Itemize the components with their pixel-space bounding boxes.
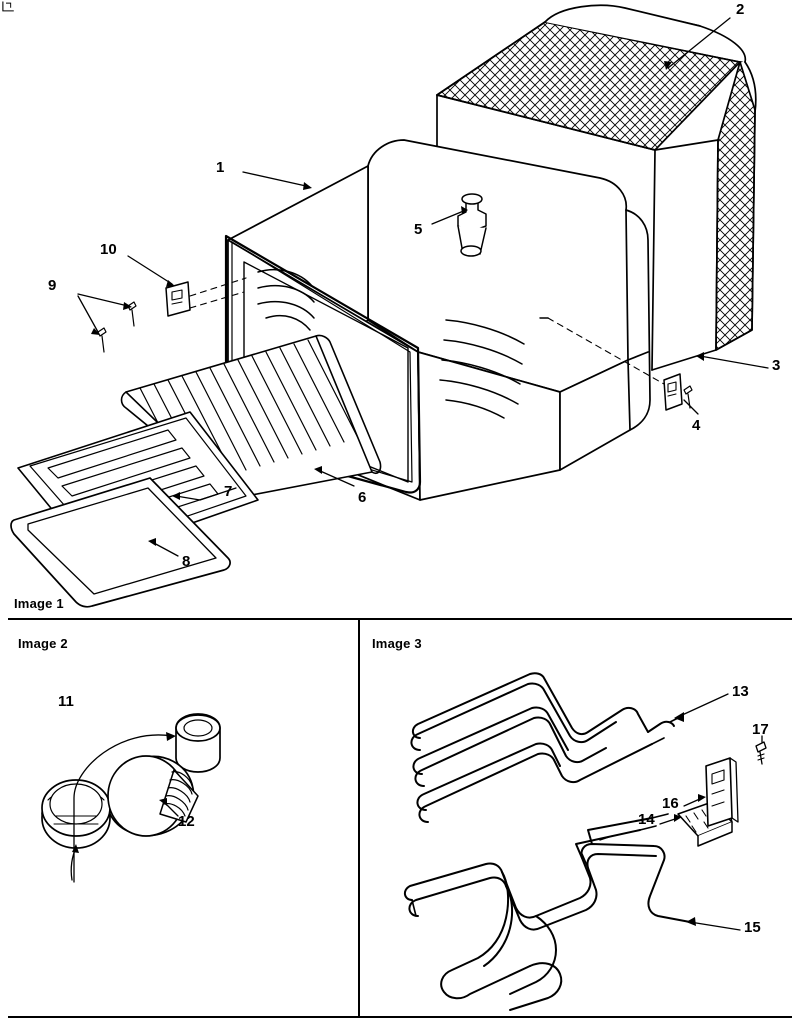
panel-image-3: [360, 618, 800, 1018]
callout-12: 12: [178, 813, 195, 830]
callout-16: 16: [662, 795, 679, 812]
callout-14: 14: [638, 811, 655, 828]
callout-5: 5: [414, 221, 423, 238]
heating-elements-artwork: [360, 618, 800, 1018]
callout-15: 15: [744, 919, 761, 936]
callout-7: 7: [224, 483, 233, 500]
panel-label-image-3: Image 3: [372, 636, 422, 651]
callout-6: 6: [358, 489, 367, 506]
callout-1: 1: [216, 159, 225, 176]
callout-10: 10: [100, 241, 117, 258]
panel-label-image-1: Image 1: [14, 596, 64, 611]
callout-4: 4: [692, 417, 701, 434]
panel-label-image-2: Image 2: [18, 636, 68, 651]
panel-divider-vertical: [358, 620, 360, 1018]
callout-8: 8: [182, 553, 191, 570]
callout-3: 3: [772, 357, 781, 374]
callout-17: 17: [752, 721, 769, 738]
callout-11: 11: [58, 693, 74, 710]
callout-9: 9: [48, 277, 57, 294]
callout-13: 13: [732, 683, 749, 700]
panel-divider-horizontal: [8, 618, 792, 620]
panel-image-2: [0, 618, 360, 1018]
callout-2: 2: [736, 1, 745, 18]
